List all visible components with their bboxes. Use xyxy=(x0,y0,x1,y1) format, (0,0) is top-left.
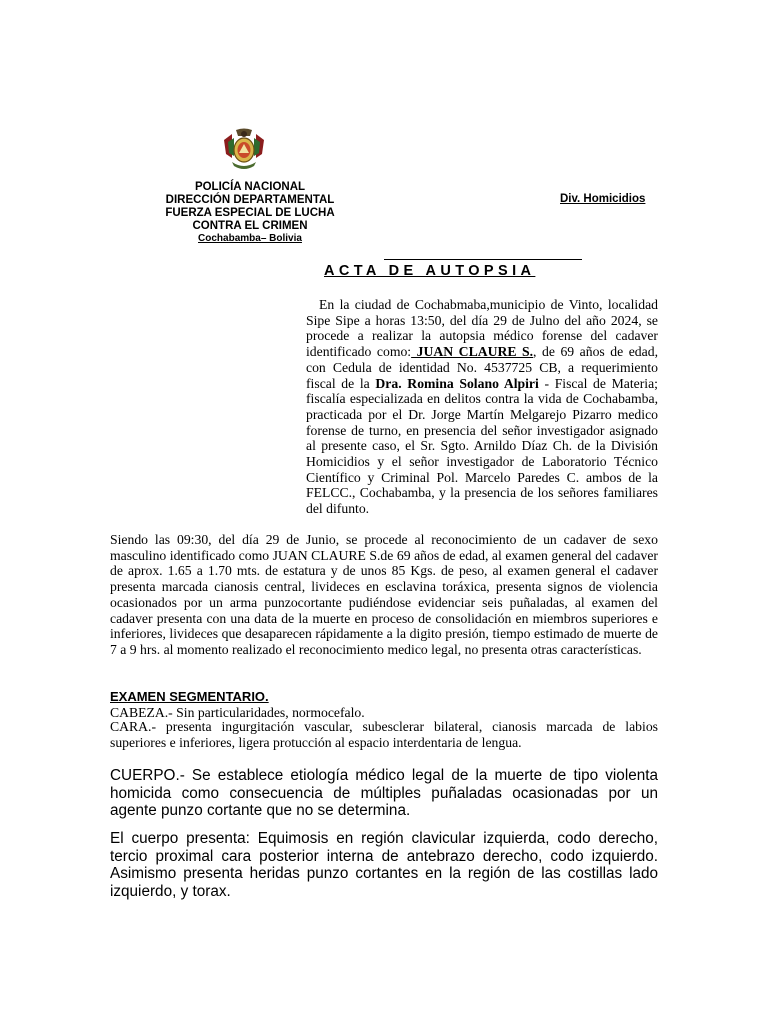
recognition-paragraph: Siendo las 09:30, del día 29 de Junio, se procede al reconocimiento de un cadaver de sexo masculino identificado como JUAN CLAURE S.de 69 años de edad, al examen general del cadaver de aprox. 1.65 a 1.70 mts. de estatura y de unos 85 Kgs. de peso, al examen general el cadaver presenta marcada cianosis central, livideces en esclavina toráxica, presenta signos de violencia ocasionados por un arma punzocortante pudiéndose evidenciar seis puñaladas, al examen del cadaver presenta con una data de la muerte en proceso de consolidación en miembros superiores e inferiores, livideces que desaparecen rápidamente a la digito presión, tiempo estimado de muerte de 7 a 9 hrs. al momento realizado el reconocimiento medico legal, no presenta otras características. xyxy=(110,532,658,657)
header-line-2: DIRECCIÓN DEPARTAMENTAL xyxy=(165,194,335,206)
prosecutor-name: Dra. Romina Solano Alpiri xyxy=(375,375,539,391)
intro-part-1: En la ciudad de Cochabmaba,municipio de Vinto, localidad Sipe Sipe a horas 13:50, del día 29 de Julno del año 2024, se procede a realizar la autopsia médico forense del cadaver identificado como: xyxy=(306,297,658,360)
institution-header xyxy=(150,181,350,245)
segmentario-heading: EXAMEN SEGMENTARIO. xyxy=(110,689,269,704)
intro-part-3: - Fiscal de Materia; fiscalía especializada en delitos contra la vida de Cochabamba, practicada por el Dr. Jorge Martín Melgarejo Pizarro medico forense de turno, en presencia del señor investigador asignado al presente caso, el Sr. Sgto. Arnildo Díaz Ch. de la División Homicidios y el señor investigador de Laboratorio Técnico Científico y Criminal Pol. Marcelo Paredes C. ambos de la FELCC., Cochabamba, y la presencia de los señores familiares del difunto. xyxy=(306,375,658,517)
header-line-3: FUERZA ESPECIAL DE LUCHA xyxy=(165,207,335,219)
police-seal-icon xyxy=(220,128,268,172)
intro-paragraph xyxy=(306,297,658,517)
cara-paragraph: CARA.- presenta ingurgitación vascular, subesclerar bilateral, cianosis marcada de labios superiores e inferiores, ligera protucción al espacio interdentaria de lengua. xyxy=(110,719,658,750)
division-label: Div. Homicidios xyxy=(560,193,646,205)
indent-spacer xyxy=(306,297,319,312)
cuerpo-presenta-paragraph: El cuerpo presenta: Equimosis en región clavicular izquierda, codo derecho, tercio proximal cara posterior interna de antebrazo derecho, codo izquierdo. Asimismo presenta heridas punzo cortantes en la región de las costillas lado izquierdo, y torax. xyxy=(110,830,658,900)
deceased-name: JUAN CLAURE S. xyxy=(411,344,534,360)
intro-part-2: , de 69 años de edad, con Cedula de identidad No. 4537725 CB, a requerimiento fiscal de la xyxy=(306,344,658,391)
cuerpo-paragraph: CUERPO.- Se establece etiología médico legal de la muerte de tipo violenta homicida como consecuencia de múltiples puñaladas ocasionadas por un agente punzo cortante que no se determina. xyxy=(110,767,658,819)
title-rule xyxy=(384,259,582,260)
header-line-4: CONTRA EL CRIMEN xyxy=(192,220,308,232)
header-location: Cochabamba– Bolivia xyxy=(198,233,302,244)
document-title: ACTA DE AUTOPSIA xyxy=(324,263,536,279)
cabeza-line: CABEZA.- Sin particularidades, normocefalo. xyxy=(110,705,365,720)
header-line-1: POLICÍA NACIONAL xyxy=(194,181,306,193)
